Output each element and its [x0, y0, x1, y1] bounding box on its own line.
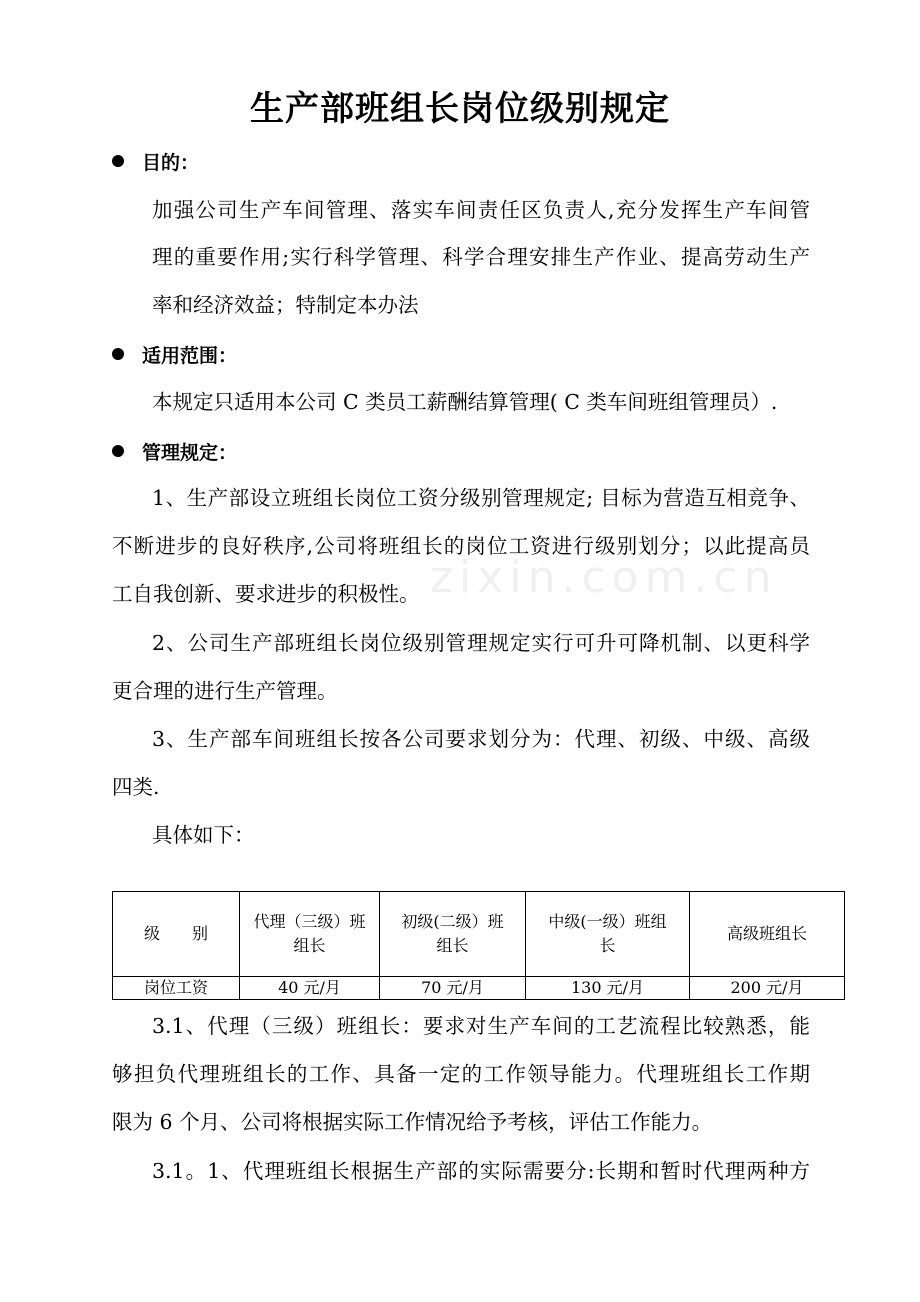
p311-line-1: 3.1。1、代理班组长根据生产部的实际需要分:长期和暂时代理两种方: [152, 1159, 810, 1183]
purpose-line-2: 理的重要作用;实行科学管理、科学合理安排生产作业、提高劳动生产: [152, 245, 810, 269]
rules-p1-line-1: 1、生产部设立班组长岗位工资分级别管理规定; 目标为营造互相竞争、: [152, 486, 810, 510]
p31-line-3: 限为 6 个月、公司将根据实际工作情况给予考核，评估工作能力。: [112, 1110, 713, 1134]
table-header-row: [113, 892, 845, 977]
table-header-cell: 初级(二级）班 组长: [380, 892, 526, 977]
bullet-icon: [112, 155, 124, 167]
table-header-cell: 中级(一级）班组 长: [526, 892, 690, 977]
grade-table: [112, 891, 845, 1000]
section-scope-heading-row: [112, 339, 237, 369]
purpose-line-3: 率和经济效益；特制定本办法: [152, 293, 419, 317]
table-header-cell: 高级班组长: [690, 892, 845, 977]
section-rules-heading-row: [112, 436, 237, 466]
section-rules-heading: 管理规定：: [142, 441, 238, 464]
table-header-cell: 代理（三级）班 组长: [240, 892, 380, 977]
purpose-line-1: 加强公司生产车间管理、落实车间责任区负责人,充分发挥生产车间管: [152, 198, 810, 222]
p31-line-2: 够担负代理班组长的工作、具备一定的工作领导能力。代理班组长工作期: [112, 1062, 810, 1086]
p31-line-1: 3.1、代理（三级）班组长：要求对生产车间的工艺流程比较熟悉，能: [152, 1014, 810, 1038]
table-cell: 130 元/月: [526, 977, 690, 1000]
table-header-cell: 级 别: [113, 892, 240, 977]
section-purpose-heading: 目的：: [142, 151, 200, 174]
rules-p2-line-2: 更合理的进行生产管理。: [112, 679, 338, 703]
rules-p4: 具体如下：: [152, 823, 255, 847]
rules-p2-line-1: 2、公司生产部班组长岗位级别管理规定实行可升可降机制、以更科学: [152, 631, 810, 655]
table-row: [113, 977, 845, 1000]
section-scope-heading: 适用范围：: [142, 344, 238, 367]
table-cell: 200 元/月: [690, 977, 845, 1000]
table-row-label: 岗位工资: [113, 977, 240, 1000]
rules-p3-line-2: 四类.: [112, 775, 160, 799]
scope-line: 本规定只适用本公司 C 类员工薪酬结算管理( C 类车间班组管理员）.: [152, 390, 778, 414]
rules-p1-line-2: 不断进步的良好秩序,公司将班组长的岗位工资进行级别划分；以此提高员: [112, 534, 810, 558]
section-purpose-heading-row: [112, 146, 199, 176]
table-cell: 70 元/月: [380, 977, 526, 1000]
rules-p3-line-1: 3、生产部车间班组长按各公司要求划分为：代理、初级、中级、高级: [152, 727, 810, 751]
table-cell: 40 元/月: [240, 977, 380, 1000]
watermark: zixin.com.cn: [430, 552, 778, 603]
bullet-icon: [112, 348, 124, 360]
rules-p1-line-3: 工自我创新、要求进步的积极性。: [112, 582, 420, 606]
bullet-icon: [112, 445, 124, 457]
page-title: 生产部班组长岗位级别规定: [250, 89, 670, 129]
